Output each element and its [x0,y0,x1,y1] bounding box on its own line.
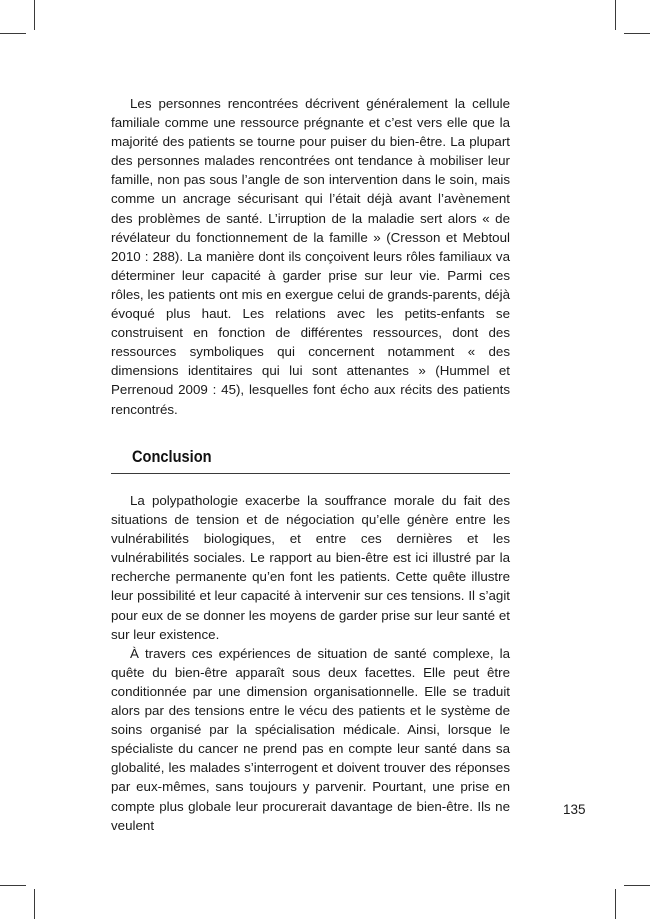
body-text-top [111,94,510,419]
body-paragraph: Les personnes rencontrées décrivent généralement la cellule familiale comme une ressource prégnante et c’est vers elle que la majorité des patients se tourne pour puiser du bien-être. La plupart des personnes malades rencontrées ont tendance à mobiliser leur famille, non pas sous l’angle de son intervention dans le soin, mais comme un ancrage sécurisant qui l’était déjà avant l’avènement des problèmes de santé. L’irruption de la maladie sert alors « de révélateur du fonctionnement de la famille » (Cresson et Mebtoul 2010 : 288). La manière dont ils conçoivent leurs rôles familiaux va déterminer leur capacité à garder prise sur leur vie. Parmi ces rôles, les patients ont mis en exergue celui de grands-parents, déjà évoqué plus haut. Les relations avec les petits-enfants se construisent en fonction de différentes ressources, dont des ressources symboliques qui concernent notamment « des dimensions identitaires qui lui sont attenantes » (Hummel et Perrenoud 2009 : 45), lesquelles font écho aux récits des patients rencontrés. [111,96,510,417]
section-title: Conclusion [132,447,212,466]
body-paragraph: La polypathologie exacerbe la souffrance morale du fait des situations de tension et de négociation qu’elle génère entre les vulnérabilités biologiques, et entre ces dernières et les vulnérabilités sociales. Le rapport au bien-être est ici illustré par la recherche permanente qu’en font les patients. Cette quête illustre leur possibilité et leur capacité à intervenir sur ces tensions. Il s’agit pour eux de se donner les moyens de garder prise sur leur santé et sur leur existence. [111,493,510,642]
crop-mark [0,33,26,34]
crop-mark [34,0,35,30]
crop-mark [624,33,650,34]
crop-mark [0,885,26,886]
crop-mark [615,889,616,919]
crop-mark [34,889,35,919]
crop-mark [615,0,616,30]
crop-mark [624,885,650,886]
body-paragraph: À travers ces expériences de situation de santé complexe, la quête du bien-être apparaît sous deux facettes. Elle peut être conditionnée par une dimension organisationnelle. Elle se traduit alors par des tensions entre le vécu des patients et le système de soins organisé par la spécialisation médicale. Ainsi, lorsque le spécialiste du cancer ne prend pas en compte leur santé dans sa globalité, les malades s’interrogent et doivent trouver des réponses par eux-mêmes, sans toujours y parvenir. Pourtant, une prise en compte plus globale leur procurerait davantage de bien-être. Ils ne veulent [111,645,510,833]
body-text-bottom [111,491,510,835]
section-heading [111,446,510,474]
page-number: 135 [563,802,586,817]
